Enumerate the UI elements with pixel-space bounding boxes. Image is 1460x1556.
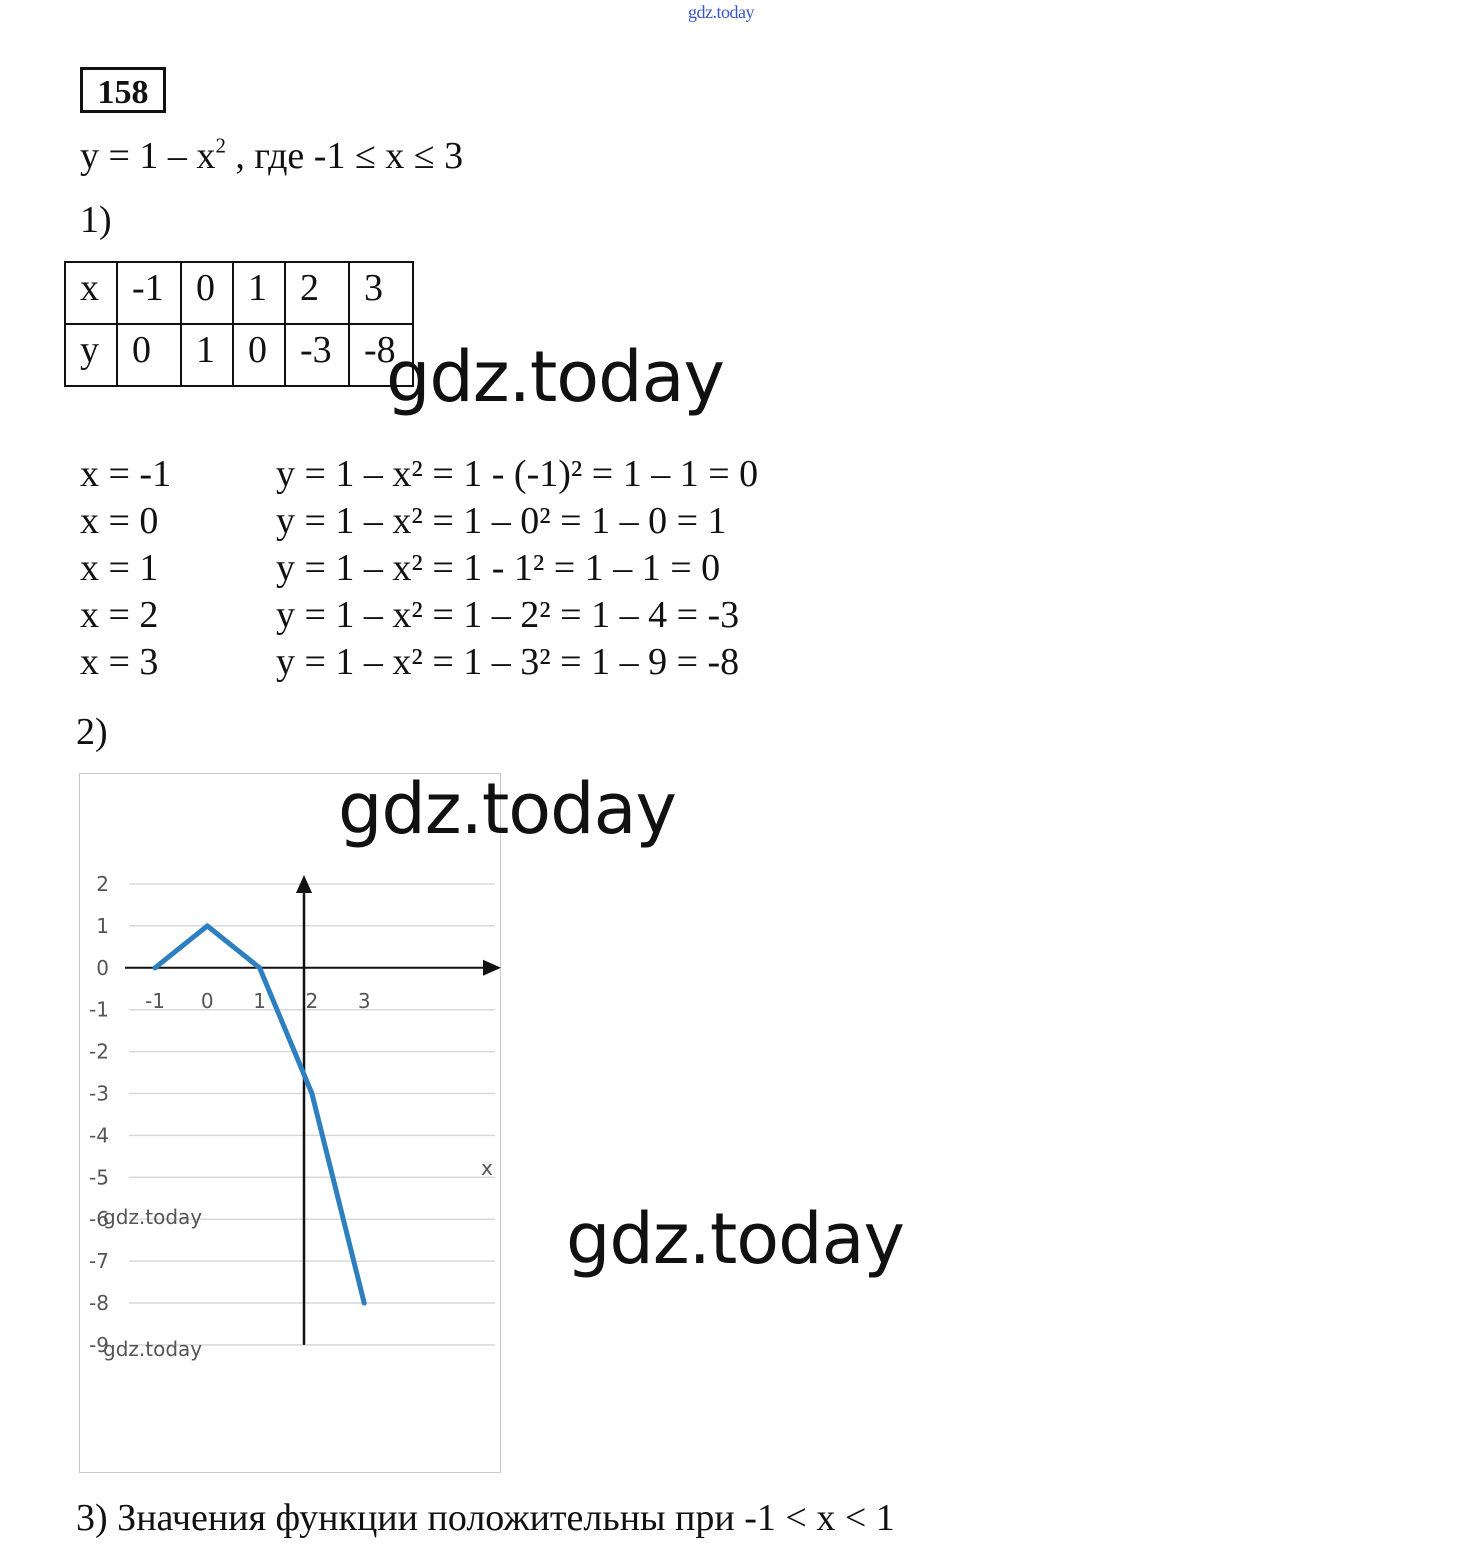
part-3-conclusion: 3) Значения функции положительны при -1 < x < 1 [76,1497,895,1539]
watermark: gdz.today [338,768,676,850]
header-watermark: gdz.today [688,2,754,22]
calc-expression: y = 1 – x² = 1 - 1² = 1 – 1 = 0 [276,547,721,589]
table-cell: -1 [117,262,181,324]
calc-x: x = 3 [80,641,159,683]
task-number: 158 [80,67,166,113]
formula-lhs: y = 1 – x [80,135,216,177]
task-formula [80,134,463,178]
y-tick-label: -8 [89,1291,109,1315]
data-point [257,965,262,970]
table-cell: 0 [117,324,181,386]
y-tick-label: -4 [89,1123,109,1148]
table-cell: x [65,262,117,324]
series-line [153,923,367,1305]
x-tick-label: 0 [200,988,214,1013]
calc-x: x = 2 [80,594,159,636]
x-axis-label: x [481,1156,493,1180]
table-cell: 0 [233,324,285,386]
table-cell: y [65,324,117,386]
y-tick-label: -7 [89,1249,109,1274]
watermark: gdz.today [386,336,724,418]
watermark: gdz.today [103,1337,203,1361]
data-point [362,1301,367,1306]
y-tick-label: -3 [89,1081,109,1106]
grid-lines [129,884,495,1345]
table-row-x [65,262,413,324]
table-cell: 1 [181,324,233,386]
part-1-label: 1) [80,199,112,241]
y-tick-label: -5 [89,1165,109,1190]
y-tick-label: -2 [89,1039,109,1064]
table-cell: -8 [349,324,413,386]
table-cell: 1 [233,262,285,324]
table-cell: 2 [285,262,349,324]
table-row-y [65,324,413,386]
calc-x: x = 1 [80,547,159,589]
data-point [309,1091,314,1096]
y-tick-label: 0 [96,955,109,980]
part-2-label: 2) [76,711,108,753]
table-cell: -3 [285,324,349,386]
table-cell: 0 [181,262,233,324]
y-tick-label: -9 [89,1332,109,1357]
y-tick-labels [89,872,109,1357]
calc-expression: y = 1 – x² = 1 – 0² = 1 – 0 = 1 [276,500,727,542]
table-cell: 3 [349,262,413,324]
calc-x: x = 0 [80,500,159,542]
y-tick-label: 2 [96,872,109,896]
watermark: gdz.today [566,1198,904,1280]
function-graph [79,773,519,1473]
x-tick-label: 2 [305,988,319,1013]
x-tick-label: -1 [145,988,165,1013]
data-point [153,965,158,970]
data-point [205,923,210,928]
calc-x: x = -1 [80,453,172,495]
value-table [64,261,414,387]
watermark: gdz.today [103,1205,203,1229]
y-tick-label: -1 [89,997,109,1022]
x-axis-arrow [483,960,501,976]
calc-expression: y = 1 – x² = 1 - (-1)² = 1 – 1 = 0 [276,453,759,495]
series-line-path [155,926,364,1303]
calc-expression: y = 1 – x² = 1 – 3² = 1 – 9 = -8 [276,641,740,683]
formula-domain: , где -1 ≤ x ≤ 3 [225,135,464,177]
calc-expression: y = 1 – x² = 1 – 2² = 1 – 4 = -3 [276,594,740,636]
y-tick-label: 1 [96,913,109,938]
x-tick-label: 1 [253,988,266,1013]
y-tick-label: -6 [89,1207,109,1232]
x-tick-label: 3 [357,988,371,1013]
formula-exponent: 2 [215,133,226,158]
